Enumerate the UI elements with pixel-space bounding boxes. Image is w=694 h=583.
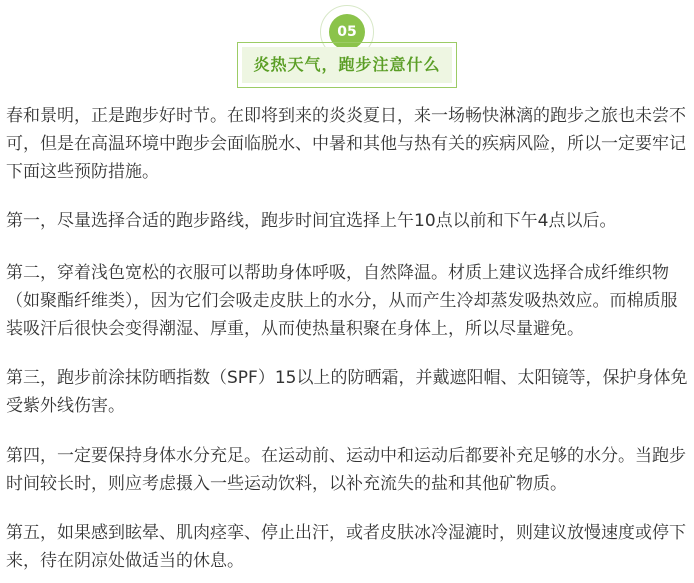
paragraph-tip-2: 第二，穿着浅色宽松的衣服可以帮助身体呼吸，自然降温。材质上建议选择合成纤维织物（如聚酯纤维类），因为它们会吸走皮肤上的水分，从而产生冷却蒸发吸热效应。而棉质服装吸汗后很快会变得潮湿、厚重，从而使热量积聚在身体上，所以尽量避免。 bbox=[6, 263, 678, 339]
section-header bbox=[0, 0, 694, 96]
paragraph-tip-1: 第一，尽量选择合适的跑步路线，跑步时间宜选择上午10点以前和下午4点以后。 bbox=[6, 211, 617, 231]
paragraph-tip-3: 第三，跑步前涂抹防晒指数（SPF）15以上的防晒霜，并戴遮阳帽、太阳镜等，保护身体免受紫外线伤害。 bbox=[6, 368, 688, 416]
paragraph-tip-5: 第五，如果感到眩晕、肌肉痉挛、停止出汗，或者皮肤冰冷湿漉时，则建议放慢速度或停下来，待在阴凉处做适当的休息。 bbox=[6, 523, 686, 571]
section-title: 炎热天气，跑步注意什么 bbox=[242, 47, 452, 83]
paragraph-tip-4: 第四，一定要保持身体水分充足。在运动前、运动中和运动后都要补充足够的水分。当跑步时间较长时，则应考虑摄入一些运动饮料，以补充流失的盐和其他矿物质。 bbox=[6, 446, 686, 494]
section-number: 05 bbox=[329, 14, 365, 50]
section-title-box bbox=[237, 42, 457, 88]
paragraph-intro: 春和景明，正是跑步好时节。在即将到来的炎炎夏日，来一场畅快淋漓的跑步之旅也未尝不可，但是在高温环境中跑步会面临脱水、中暑和其他与热有关的疾病风险，所以一定要牢记下面这些预防措施。 bbox=[6, 106, 686, 182]
